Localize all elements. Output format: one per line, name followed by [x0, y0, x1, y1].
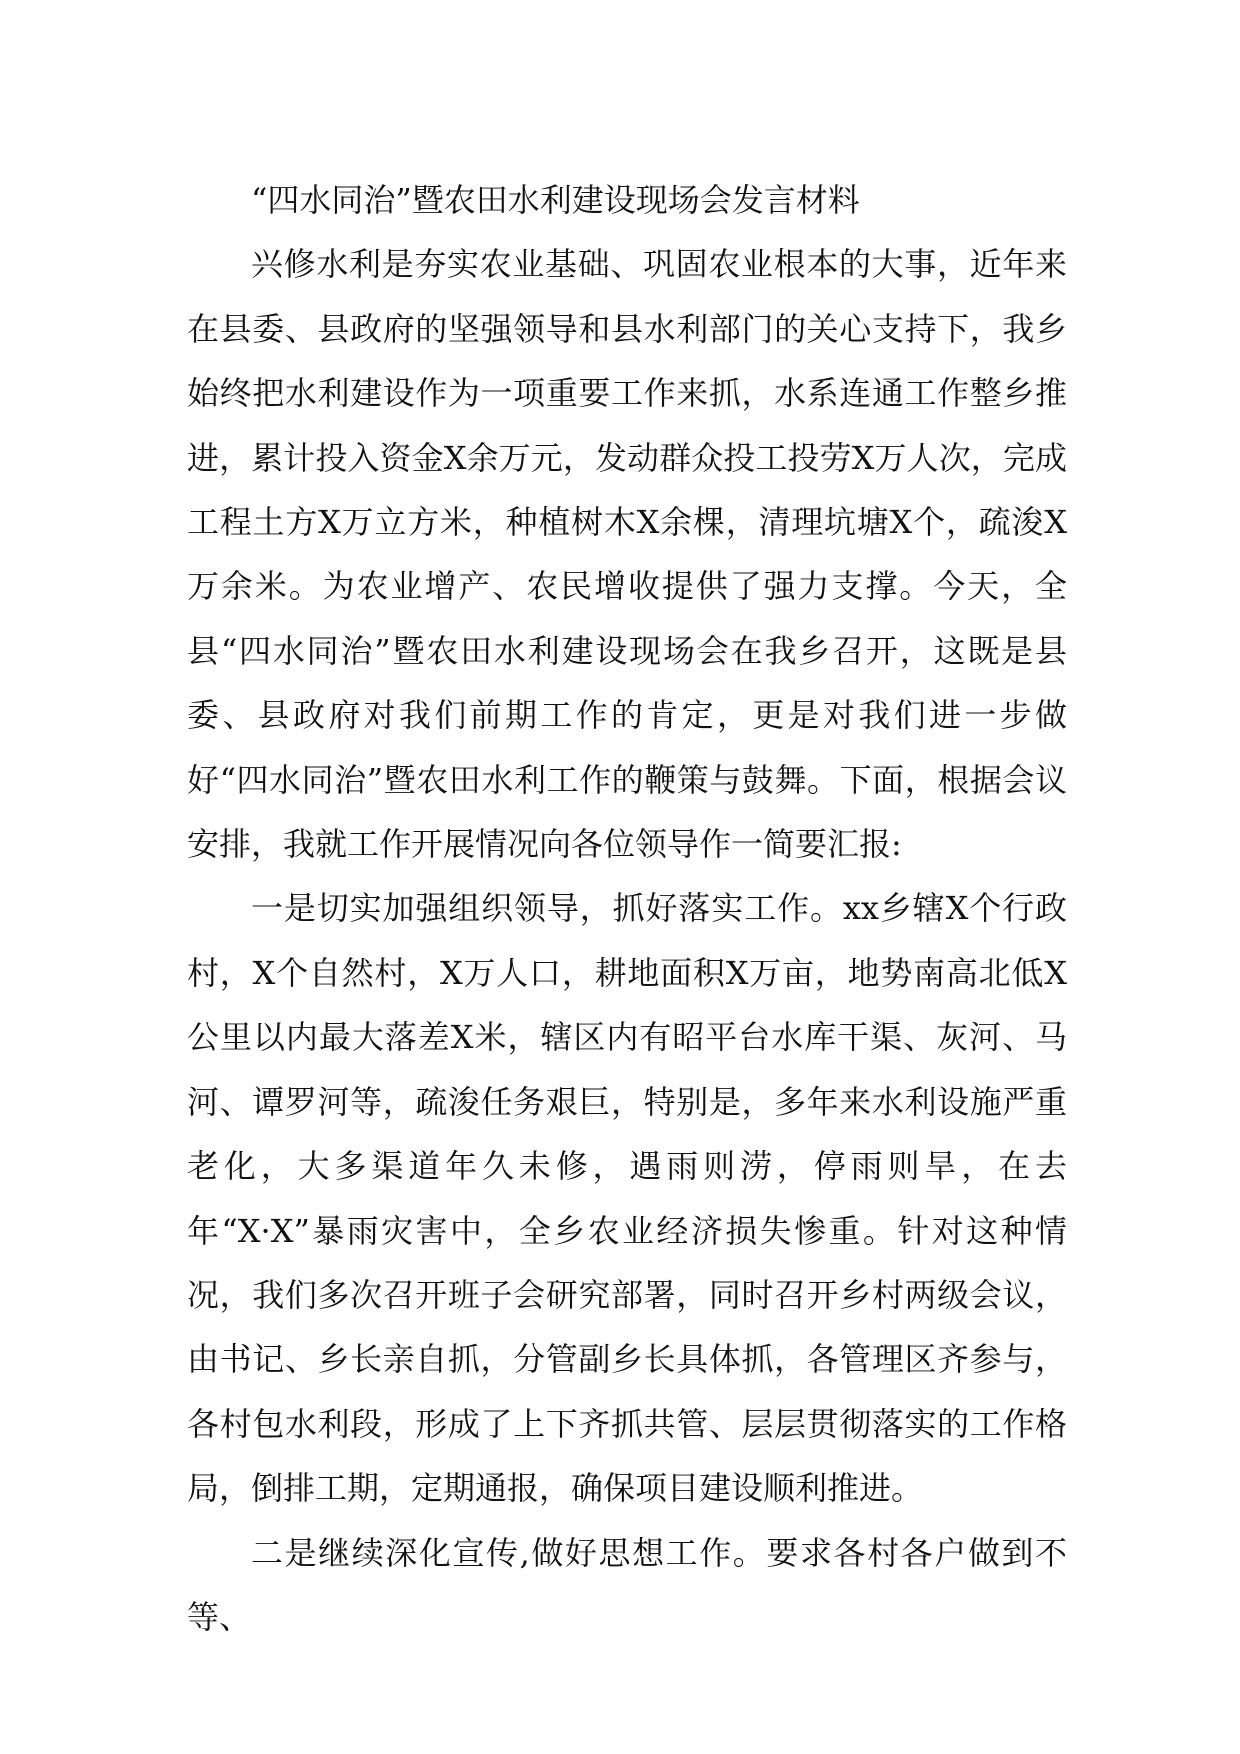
document-title: “四水同治”暨农田水利建设现场会发言材料: [251, 181, 860, 219]
paragraph-publicity: 二是继续深化宣传,做好思想工作。要求各村各户做到不等、: [187, 1533, 1067, 1636]
document-body: [187, 168, 1067, 1649]
paragraph-intro: 兴修水利是夯实农业基础、巩固农业根本的大事，近年来在县委、县政府的坚强领导和县水利部门的关心支持下，我乡始终把水利建设作为一项重要工作来抓，水系连通工作整乡推进，累计投入资金X余万元，发动群众投工投劳X万人次，完成工程土方X万立方米，种植树木X余棵，清理坑塘X个，疏浚X万余米。为农业增产、农民增收提供了强力支撑。今天，全县“四水同治”暨农田水利建设现场会在我乡召开，这既是县委、县政府对我们前期工作的肯定，更是对我们进一步做好“四水同治”暨农田水利工作的鞭策与鼓舞。下面，根据会议安排，我就工作开展情况向各位领导作一简要汇报:: [187, 245, 1067, 864]
paragraph-organization: 一是切实加强组织领导，抓好落实工作。xx乡辖X个行政村，X个自然村，X万人口，耕地面积X万亩，地势南高北低X公里以内最大落差X米，辖区内有昭平台水库干渠、灰河、马河、谭罗河等，疏浚任务艰巨，特别是，多年来水利设施严重老化，大多渠道年久未修，遇雨则涝，停雨则旱，在去年“X·X”暴雨灾害中，全乡农业经济损失惨重。针对这种情况，我们多次召开班子会研究部署，同时召开乡村两级会议，由书记、乡长亲自抓，分管副乡长具体抓，各管理区齐参与，各村包水利段，形成了上下齐抓共管、层层贯彻落实的工作格局，倒排工期，定期通报，确保项目建设顺利推进。: [187, 889, 1067, 1508]
